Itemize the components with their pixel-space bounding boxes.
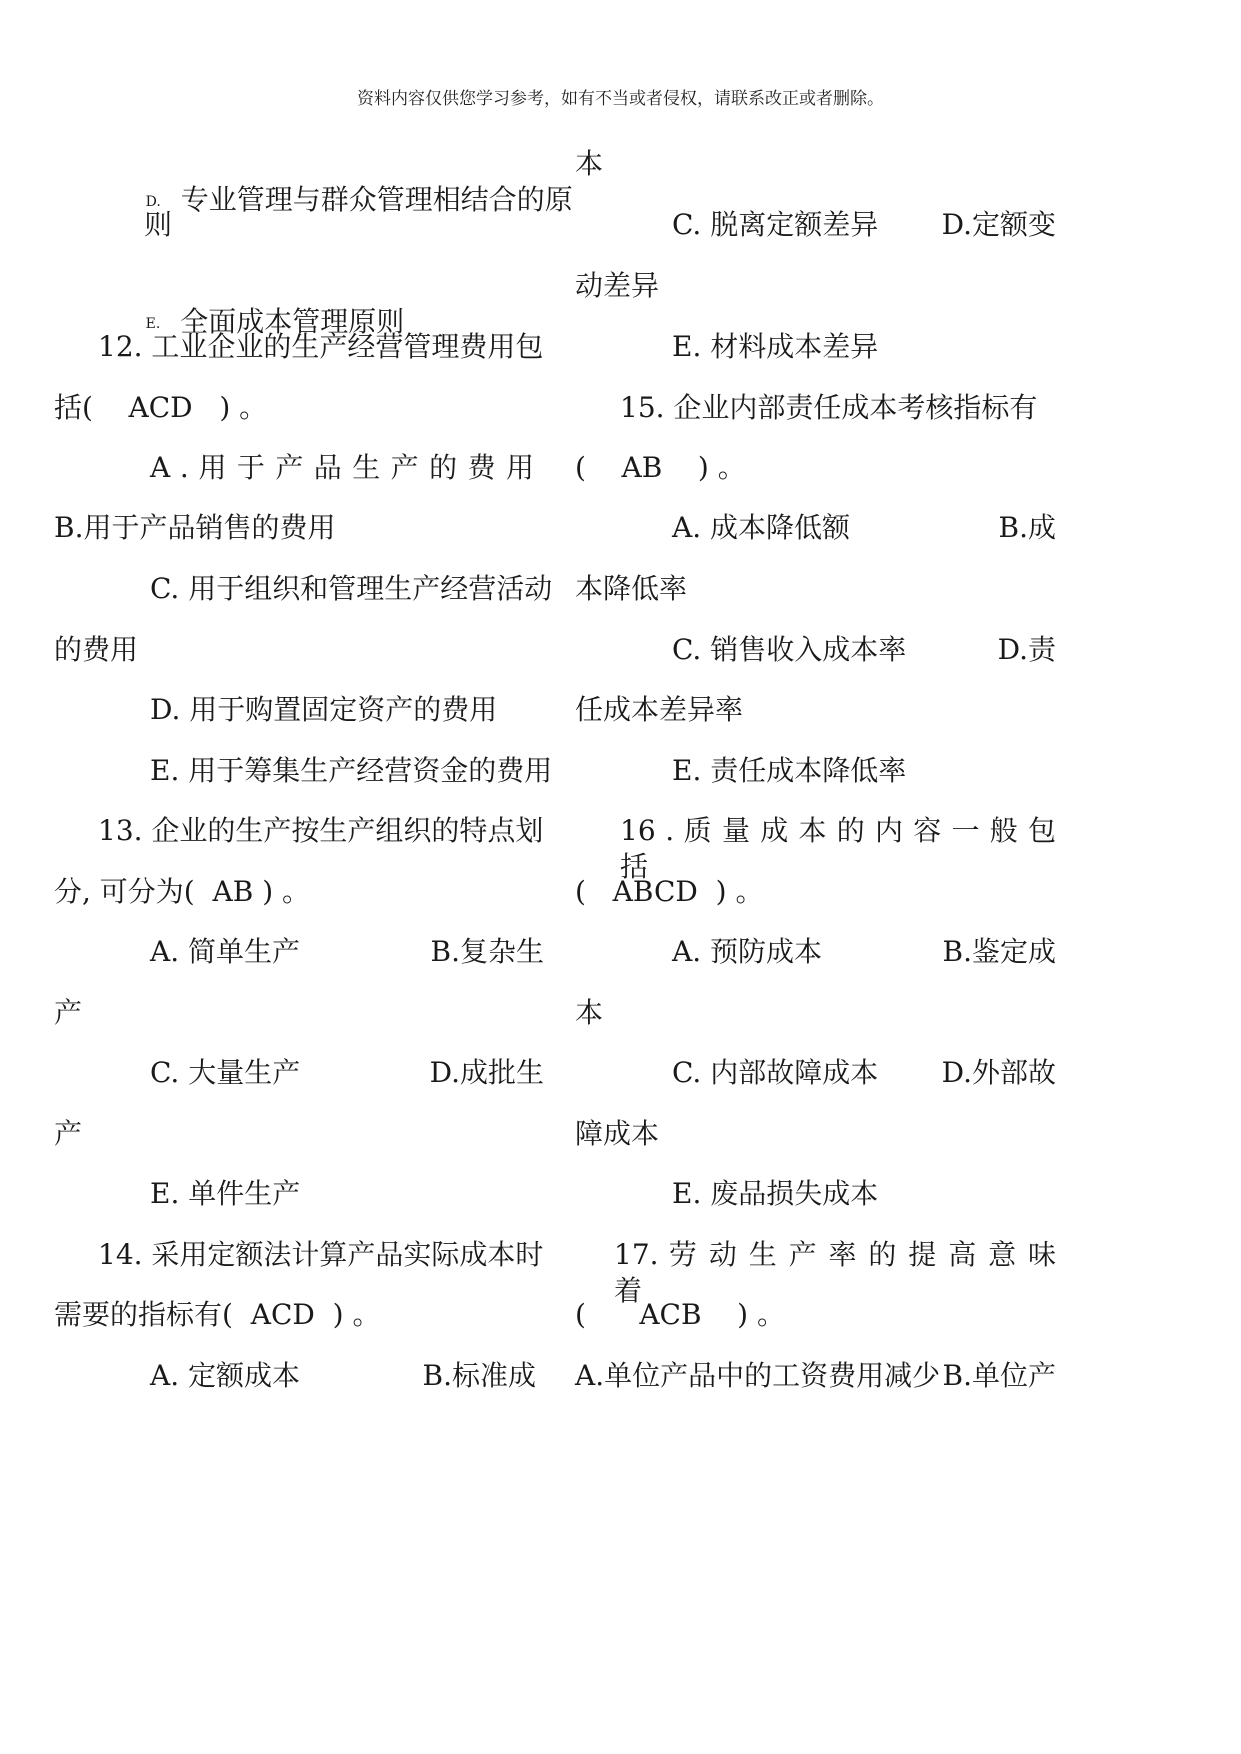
option-text: 全面成本管理原则 [180,305,405,338]
q17-options-ab [575,1358,1056,1394]
q16-options-ab [672,934,1056,970]
q15-options-cd [672,632,1056,668]
q15-option-e: E. 责任成本降低率 [672,754,907,787]
q13-option-b-cont: 产 [54,996,83,1029]
q14-option-b-cont: 本 [575,147,604,180]
q16-option-a: A. 预防成本 [672,935,823,968]
q13-options-cd [150,1055,544,1091]
q11-option-e [110,268,405,338]
q12-option-e: E. 用于筹集生产经营资金的费用 [150,754,553,787]
q12-option-d: D. 用于购置固定资产的费用 [150,693,498,726]
q14-option-b: B.标准成 [422,1359,536,1392]
q12-stem-cont: 括( ACD ) 。 [54,391,268,424]
q15-options-ab [672,510,1056,546]
q15-option-b-cont: 本降低率 [575,572,688,605]
option-text: 专业管理与群众管理相结合的原 [180,183,573,216]
q16-option-d-cont: 障成本 [575,1117,660,1150]
q17-stem: 17. 劳 动 生 产 率 的 提 高 意 味 着 [614,1238,1056,1307]
q15-option-d-cont: 任成本差异率 [575,693,744,726]
q15-option-c: C. 销售收入成本率 [672,633,907,666]
q15-option-b: B.成 [998,511,1056,544]
q15-stem: 15. 企业内部责任成本考核指标有 [620,391,1038,424]
q14-options-ab [150,1358,536,1394]
q17-stem-cont: ( ACB ) 。 [575,1298,785,1331]
q13-option-d-cont: 产 [54,1117,83,1150]
option-marker: E. [145,315,161,332]
q17-option-a: A.单位产品中的工资费用减少 [575,1359,941,1392]
q17-option-b: B.单位产 [942,1359,1056,1392]
q12-option-c: C. 用于组织和管理生产经营活动 [150,572,553,605]
q16-stem-cont: ( ABCD ) 。 [575,875,764,908]
q16-option-e: E. 废品损失成本 [672,1177,879,1210]
q11-option-d-cont: 则 [144,208,173,241]
q14-option-d-cont: 动差异 [575,269,660,302]
q13-option-a: A. 简单生产 [150,935,301,968]
q12-option-b: B.用于产品销售的费用 [54,511,336,544]
q14-option-d: D.定额变 [941,208,1056,241]
q16-option-d: D.外部故 [941,1056,1056,1089]
q13-stem-cont: 分, 可分为( AB ) 。 [54,875,311,908]
option-marker: D. [145,193,161,210]
q16-option-b: B.鉴定成 [942,935,1056,968]
q13-option-d: D.成批生 [429,1056,544,1089]
q11-option-d [110,146,573,216]
q15-option-a: A. 成本降低额 [672,511,851,544]
q14-stem: 14. 采用定额法计算产品实际成本时 [98,1238,544,1271]
q12-option-a: A . 用 于 产 品 生 产 的 费 用 [150,451,534,484]
q14-option-e: E. 材料成本差异 [672,330,879,363]
q13-options-ab [150,934,544,970]
q16-stem: 16 . 质 量 成 本 的 内 容 一 般 包 括 [620,814,1056,883]
q16-options-cd [672,1055,1056,1091]
q13-option-c: C. 大量生产 [150,1056,301,1089]
q14-option-a: A. 定额成本 [150,1359,301,1392]
q13-option-e: E. 单件生产 [150,1177,301,1210]
q15-option-d: D.责 [997,633,1056,666]
q14-stem-cont: 需要的指标有( ACD ) 。 [54,1298,381,1331]
q14-option-c: C. 脱离定额差异 [672,208,879,241]
q14-options-cd [672,207,1056,243]
q12-stem: 12. 工业企业的生产经营管理费用包 [98,330,544,363]
page-header-notice: 资料内容仅供您学习参考，如有不当或者侵权，请联系改正或者删除。 [357,89,884,109]
q12-option-c-cont: 的费用 [54,633,139,666]
q15-stem-cont: ( AB ) 。 [575,451,746,484]
q16-option-b-cont: 本 [575,996,604,1029]
q13-option-b: B.复杂生 [430,935,544,968]
q13-stem: 13. 企业的生产按生产组织的特点划 [98,814,544,847]
q16-option-c: C. 内部故障成本 [672,1056,879,1089]
